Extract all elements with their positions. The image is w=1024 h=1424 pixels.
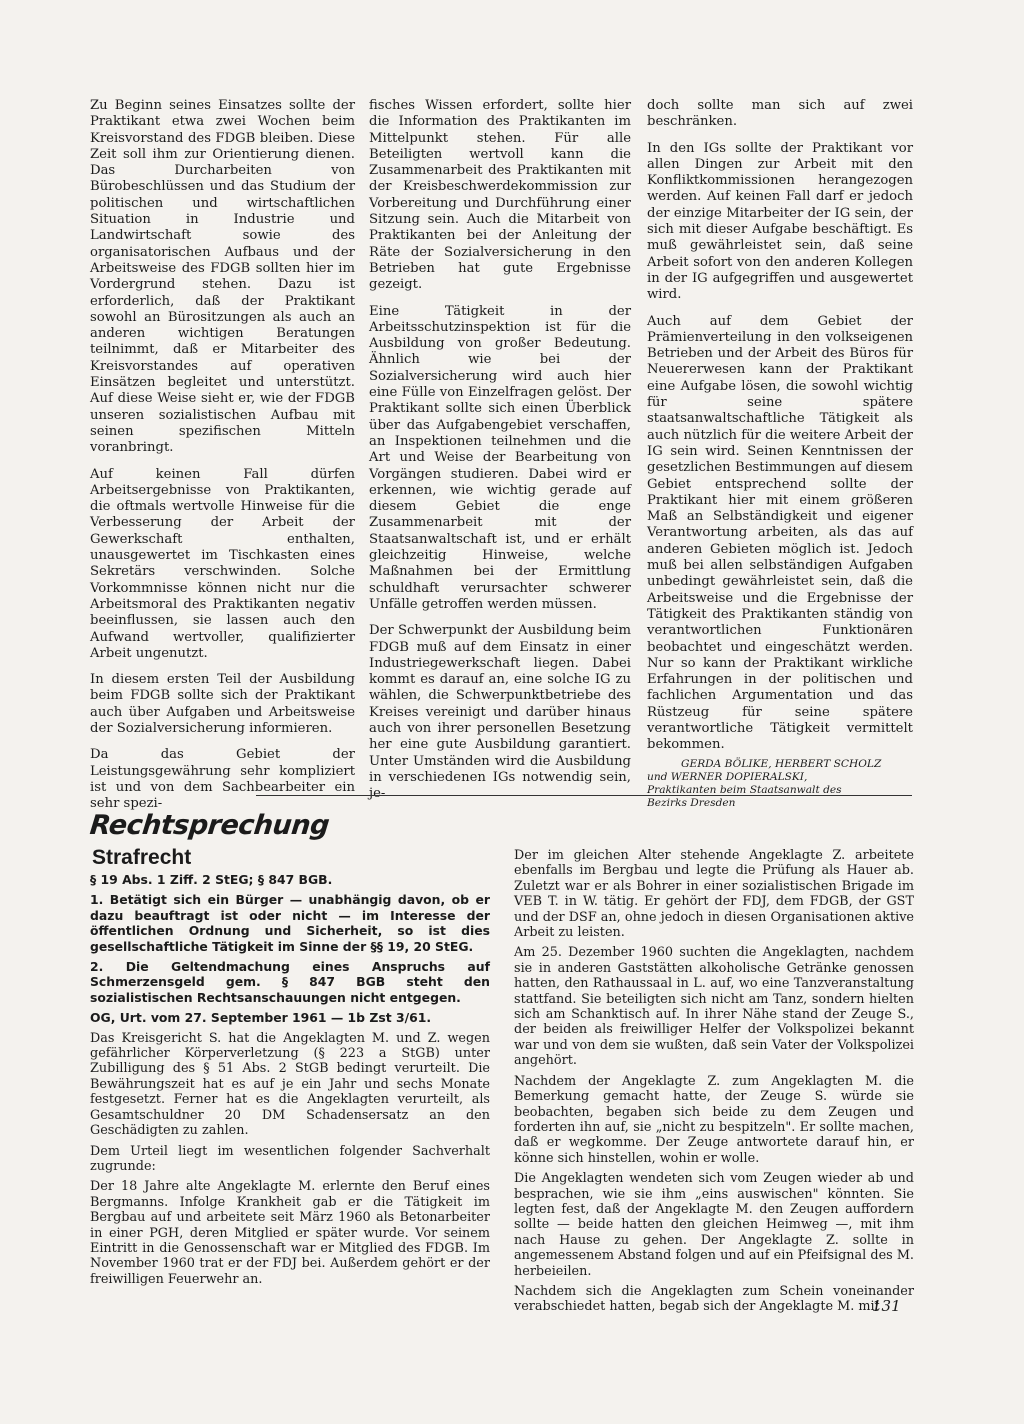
author-signature — [647, 758, 913, 810]
signature-names-2: und WERNER DOPIERALSKI, — [647, 770, 808, 783]
paragraph: fisches Wissen erfordert, sollte hier die Information des Praktikanten im Mittelpunkt stehen. Für alle Beteiligten wertvoll kann die Zusammenarbeit des Praktikanten mit der Kreisbeschwerdekommission zur Vorbereitung und Durchführung einer Sitzung sein. Auch die Mitarbeit von Praktikanten bei der Anleitung der Räte der Sozialversicherung in den Betrieben hat gute Ergebnisse gezeigt. — [369, 98, 631, 293]
page-number: 131 — [872, 1297, 901, 1315]
paragraph: Eine Tätigkeit in der Arbeitsschutzinspektion ist für die Ausbildung von großer Bedeutung. Ähnlich wie bei der Sozialversicherung wird auch hier eine Fülle von Einzelfragen gelöst. Der Praktikant sollte sich einen Überblick über das Aufgabengebiet verschaffen, an Inspektionen teilnehmen und die Art und Weise der Bearbeitung von Vorgängen studieren. Dabei wird er erkennen, wie wichtig gerade auf diesem Gebiet die enge Zusammenarbeit mit der Staatsanwaltschaft ist, und er erhält gleichzeitig Hinweise, welche Maßnahmen bei der Ermittlung schuldhaft verursachter schwerer Unfälle getroffen werden müssen. — [369, 303, 631, 612]
rubric-title: Rechtsprechung — [88, 810, 331, 841]
section-heading: Strafrecht — [92, 846, 192, 869]
court-reference: OG, Urt. vom 27. September 1961 — 1b Zst 3/61. — [90, 1010, 432, 1026]
paragraph: Dem Urteil liegt im wesentlichen folgender Sachverhalt zugrunde: — [90, 1143, 490, 1174]
paragraph: Zu Beginn seines Einsatzes sollte der Praktikant etwa zwei Wochen beim Kreisvorstand des FDGB bleiben. Diese Zeit soll ihm zur Orientierung dienen. Das Durcharbeiten von Bürobeschlüssen und das Studium der politischen und wirtschaftlichen Situation in Industrie und Landwirtschaft sowie des organisatorischen Aufbaus und der Arbeitsweise des FDGB sollten hier im Vordergrund stehen. Dazu ist erforderlich, daß der Praktikant sowohl an Bürositzungen als auch an anderen wichtigen Beratungen teilnimmt, daß er Mitarbeiter des Kreisvorstandes auf operativen Einsätzen begleitet und unterstützt. Auf diese Weise sieht er, wie der FDGB unseren sozialistischen Aufbau mit seinen spezifischen Mitteln voranbringt. — [90, 98, 355, 456]
case-column-right — [514, 848, 914, 1320]
paragraph: In diesem ersten Teil der Ausbildung beim FDGB sollte sich der Praktikant auch über Aufgaben und Arbeitsweise der Sozialversicherung informieren. — [90, 672, 355, 736]
article-column-3 — [647, 98, 913, 810]
paragraph: Die Angeklagten wendeten sich vom Zeugen wieder ab und besprachen, wie sie ihm „eins auswischen" könnten. Sie legten fest, daß der Angeklagte M. den Zeugen auffordern sollte — beide hatten den gleichen Heimweg —, mit ihm nach Hause zu gehen. Der Angeklagte Z. sollte in angemessenem Abstand folgen und auf ein Pfeifsignal des M. herbeieilen. — [514, 1171, 914, 1279]
paragraph: Der 18 Jahre alte Angeklagte M. erlernte den Beruf eines Bergmanns. Infolge Krankheit gab er die Tätigkeit im Bergbau auf und arbeitete seit März 1960 als Betonarbeiter in einer PGH, deren Mitglied er später wurde. Vor seinem Eintritt in die Genossenschaft war er Mitglied des FDGB. Im November 1960 trat er der FDJ bei. Außerdem gehört er der freiwilligen Feuerwehr an. — [90, 1179, 490, 1287]
paragraph: Auch auf dem Gebiet der Prämienverteilung in den volkseigenen Betrieben und der Arbeit des Büros für Neuererwesen kann der Praktikant eine Aufgabe lösen, die sowohl wichtig für seine spätere staatsanwaltschaftliche Tätigkeit als auch nützlich für die weitere Arbeit der IG sein wird. Seinen Kenntnissen der gesetzlichen Bestimmungen auf diesem Gebiet entsprechend sollte der Praktikant hier mit einem größeren Maß an Selbständigkeit und eigener Verantwortung arbeiten, als das auf anderen Gebieten möglich ist. Jedoch muß bei allen selbständigen Aufgaben unbedingt gewährleistet sein, daß die Arbeitsweise und die Ergebnisse der Tätigkeit des Praktikanten ständig von verantwortlichen Funktionären beobachtet und eingeschätzt werden. Nur so kann der Praktikant wirkliche Erfahrungen in der politischen und fachlichen Argumentation und das Rüstzeug für seine spätere verantwortliche Tätigkeit vermittelt bekommen. — [647, 313, 913, 753]
signature-institution-2: Bezirks Dresden — [647, 796, 736, 809]
signature-names-1: GERDA BÖLIKE, HERBERT SCHOLZ — [681, 757, 882, 770]
paragraph: Am 25. Dezember 1960 suchten die Angeklagten, nachdem sie in anderen Gaststätten alkoholische Getränke genossen hatten, den Rathaussaal in L. auf, wo eine Tanzveranstaltung stattfand. Sie beteiligten sich nicht am Tanz, sondern hielten sich am Schanktisch auf. In ihrer Nähe stand der Zeuge S., der beiden als freiwilliger Helfer der Volkspolizei bekannt war und von dem sie wußten, daß sein Vater der Volkspolizei angehört. — [514, 945, 914, 1069]
headnote-1: 1. Betätigt sich ein Bürger — unabhängig davon, ob er dazu beauftragt ist oder nicht — im Interesse der öffentlichen Ordnung und Sicherheit, so ist dies gesellschaftliche Tätigkeit im Sinne der §§ 19, 20 StEG. — [90, 892, 490, 954]
paragraph: Nachdem sich die Angeklagten zum Schein voneinander verabschiedet hatten, begab sich der Angeklagte M. mit — [514, 1283, 914, 1315]
case-column-left — [90, 872, 490, 1292]
paragraph: Da das Gebiet der Leistungsgewährung sehr kompliziert ist und von dem Sachbearbeiter ein sehr spezi- — [90, 747, 355, 812]
paragraph: Der Schwerpunkt der Ausbildung beim FDGB muß auf dem Einsatz in einer Industriegewerkschaft liegen. Dabei kommt es darauf an, eine solche IG zu wählen, die Schwerpunktbetriebe des Kreises vereinigt und darüber hinaus auch von ihrer personellen Besetzung her eine gute Ausbildung garantiert. Unter Umständen wird die Ausbildung in verschiedenen IGs notwendig sein, je- — [369, 623, 631, 802]
paragraph: Der im gleichen Alter stehende Angeklagte Z. arbeitete ebenfalls im Bergbau und legte die Prüfung als Hauer ab. Zuletzt war er als Bohrer in einer sozialistischen Brigade im VEB T. in W. tätig. Er gehört der FDJ, dem FDGB, der GST und der DSF an, ohne jedoch in diesen Organisationen aktive Arbeit zu leisten. — [514, 848, 914, 941]
paragraph: Das Kreisgericht S. hat die Angeklagten M. und Z. wegen gefährlicher Körperverletzung (§ 223 a StGB) unter Zubilligung des § 51 Abs. 2 StGB bedingt verurteilt. Die Bewährungszeit hat es auf je ein Jahr und sechs Monate festgesetzt. Ferner hat es die Angeklagten verurteilt, als Gesamtschuldner 20 DM Schadensersatz an den Geschädigten zu zahlen. — [90, 1030, 490, 1139]
headnote-2: 2. Die Geltendmachung eines Anspruchs auf Schmerzensgeld gem. § 847 BGB steht den sozialistischen Rechtsanschauungen nicht entgegen. — [90, 959, 490, 1005]
section-divider — [256, 795, 912, 796]
legal-citation: § 19 Abs. 1 Ziff. 2 StEG; § 847 BGB. — [90, 872, 333, 887]
article-column-1 — [90, 98, 355, 822]
signature-institution-1: Praktikanten beim Staatsanwalt des — [647, 783, 842, 796]
article-column-2 — [369, 98, 631, 812]
paragraph: In den IGs sollte der Praktikant vor allen Dingen zur Arbeit mit den Konfliktkommissionen herangezogen werden. Auf keinen Fall darf er jedoch der einzige Mitarbeiter der IG sein, der sich mit dieser Aufgabe beschäftigt. Es muß gewährleistet sein, daß seine Arbeit sofort von den anderen Kollegen in der IG aufgegriffen und ausgewertet wird. — [647, 140, 913, 303]
paragraph: Nachdem der Angeklagte Z. zum Angeklagten M. die Bemerkung gemacht hatte, der Zeuge S. würde sie beobachten, begaben sich beide zu dem Zeugen und forderten ihn auf, sie „nicht zu bespitzeln". Er sollte machen, daß er wegkomme. Der Zeuge antwortete darauf hin, er könne sich hinstellen, wohin er wolle. — [514, 1073, 914, 1166]
paragraph: doch sollte man sich auf zwei beschränken. — [647, 98, 913, 130]
paragraph: Auf keinen Fall dürfen Arbeitsergebnisse von Praktikanten, die oftmals wertvolle Hinweise für die Verbesserung der Arbeit der Gewerkschaft enthalten, unausgewertet im Tischkasten eines Sekretärs verschwinden. Solche Vorkommnisse können nicht nur die Arbeitsmoral des Praktikanten negativ beeinflussen, sie lassen auch den Aufwand wertvoller, qualifizierter Arbeit ungenutzt. — [90, 466, 355, 661]
